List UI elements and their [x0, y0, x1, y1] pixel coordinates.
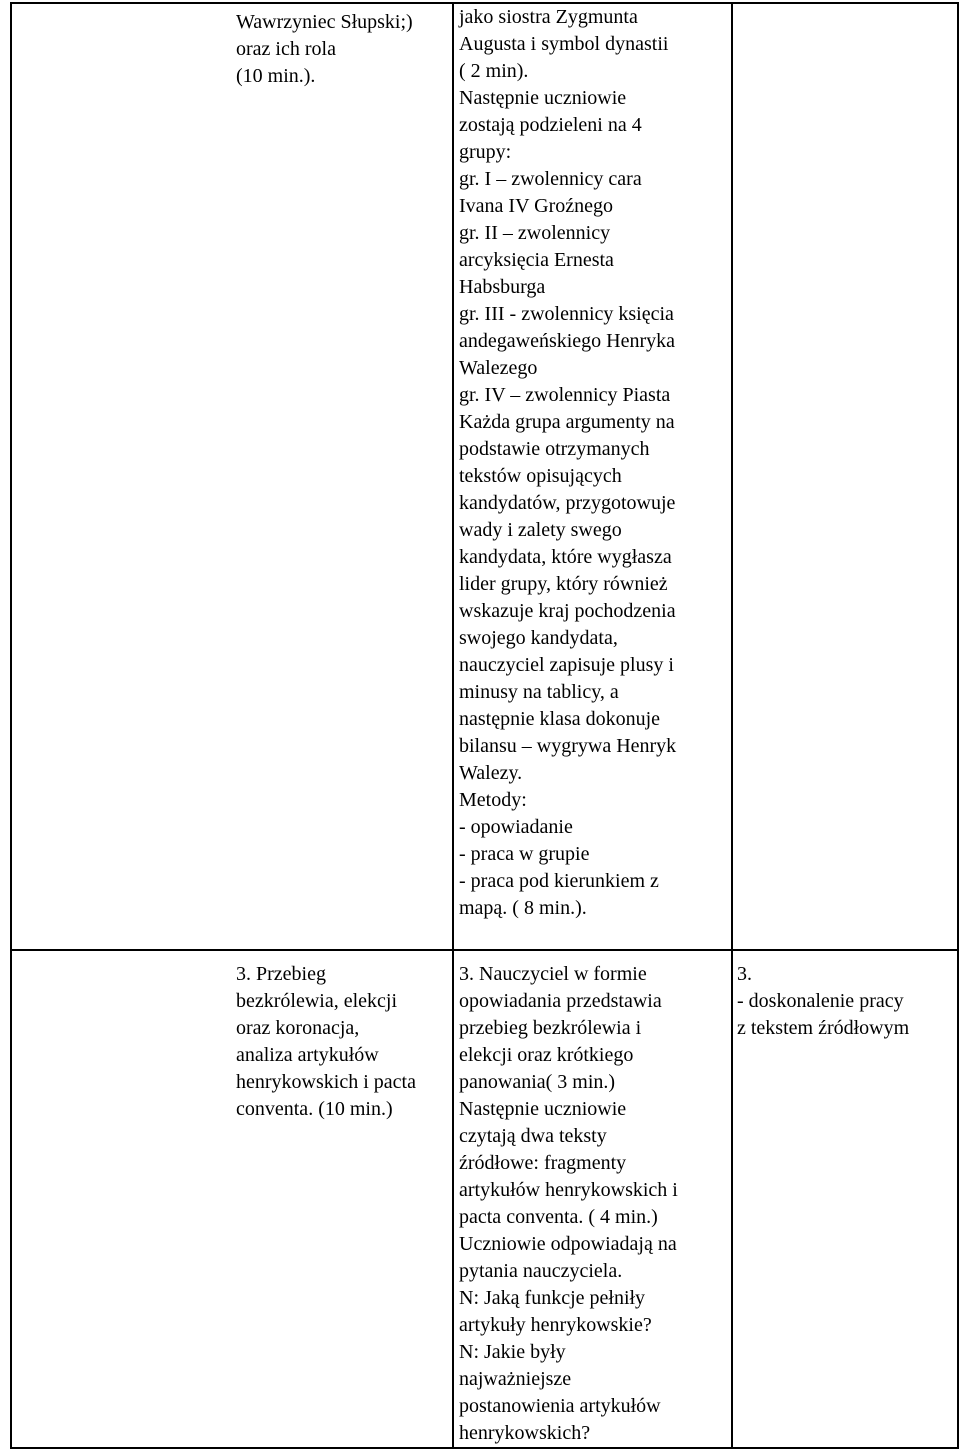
goals-cell — [732, 950, 958, 1448]
stage-text: 3. Przebieg bezkrólewia, elekcji oraz koronacja, analiza artykułów henrykowskich i pacta conventa. (10 min.) — [236, 963, 416, 1120]
goals-text: 3. - doskonalenie pracy z tekstem źródłowym — [737, 963, 910, 1039]
procedure-text: 3. Nauczyciel w formie opowiadania przedstawia przebieg bezkrólewia i elekcji oraz krótkiego panowania( 3 min.) Następnie uczniowie czytają dwa teksty źródłowe: fragmenty artykułów henrykowskich i pacta conventa. ( 4 min.) Uczniowie odpowiadają na pytania nauczyciela. N: Jaką funkcje pełniły artykuły henrykowskie? N: Jakie były najważniejsze postanowienia artykułów henrykowskich? — [459, 963, 678, 1444]
stage-text: Wawrzyniec Słupski;) oraz ich rola (10 min.). — [236, 11, 413, 87]
lesson-plan-table — [10, 2, 959, 1449]
goals-cell — [732, 3, 958, 950]
stage-cell — [11, 950, 453, 1448]
procedure-cell — [453, 950, 732, 1448]
table-row — [11, 3, 958, 950]
stage-cell — [11, 3, 453, 950]
procedure-text: jako siostra Zygmunta Augusta i symbol dynastii ( 2 min). Następnie uczniowie zostają podzieleni na 4 grupy: gr. I – zwolennicy cara Ivana IV Groźnego gr. II – zwolennicy arcyksięcia Ernesta Habsburga gr. III - zwolennicy księcia andegaweńskiego Henryka Walezego gr. IV – zwolennicy Piasta Każda grupa argumenty na podstawie otrzymanych tekstów opisujących kandydatów, przygotowuje wady i zalety swego kandydata, które wygłasza lider grupy, który również wskazuje kraj pochodzenia swojego kandydata, nauczyciel zapisuje plusy i minusy na tablicy, a następnie klasa dokonuje bilansu – wygrywa Henryk Walezy. Metody: - opowiadanie - praca w grupie - praca pod kierunkiem z mapą. ( 8 min.). — [459, 6, 677, 919]
table-row — [11, 950, 958, 1448]
procedure-cell — [453, 3, 732, 950]
